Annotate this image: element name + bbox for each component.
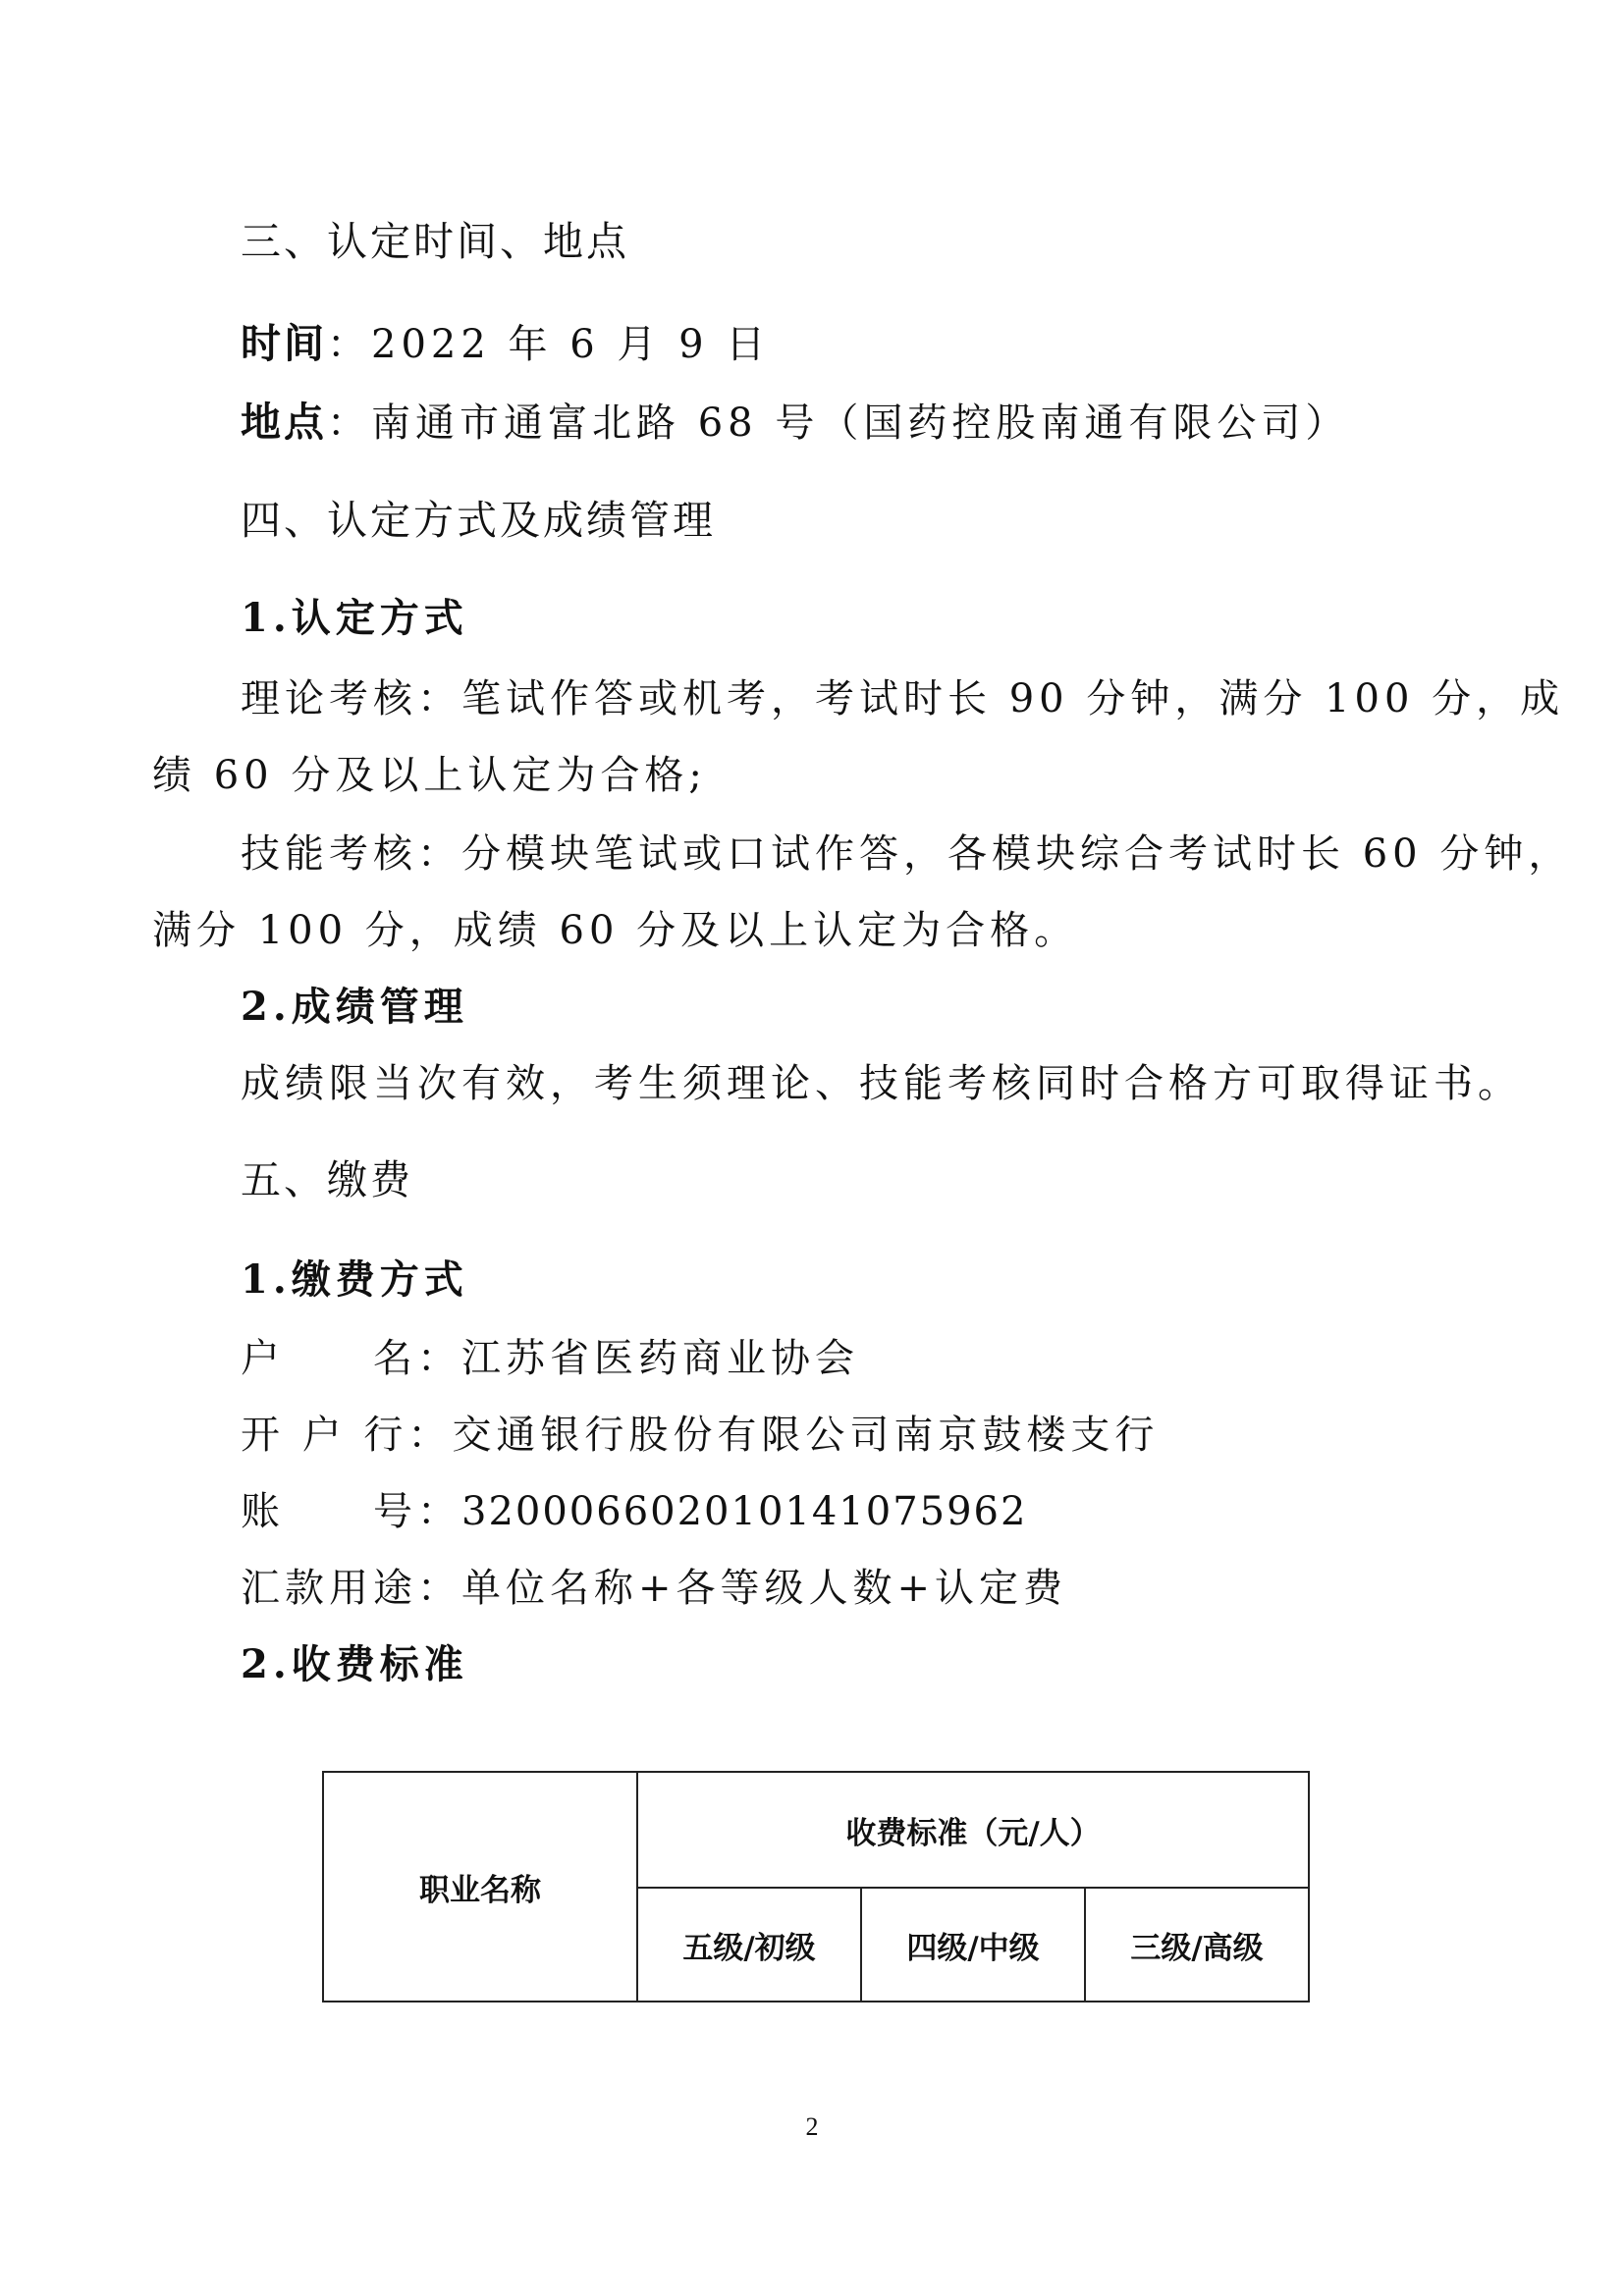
label-colon: ： — [327, 322, 371, 367]
section-3-heading: 三、认定时间、地点 — [241, 218, 629, 265]
exam-time-value: 2022 年 6 月 9 日 — [371, 322, 771, 367]
label-colon: ： — [327, 400, 371, 446]
section-4-2-heading: 2.成绩管理 — [241, 984, 468, 1030]
section-4-heading: 四、认定方式及成绩管理 — [241, 497, 716, 544]
section-5-heading: 五、缴费 — [241, 1156, 413, 1203]
account-number-line — [241, 1488, 1027, 1535]
level-3-header-cell: 三级/高级 — [1085, 1888, 1309, 2002]
account-name-label: 户 名： — [241, 1336, 461, 1381]
theory-exam-line-2: 绩 60 分及以上认定为合格; — [152, 753, 707, 798]
account-name-line — [241, 1335, 859, 1382]
bank-label: 开 户 行： — [241, 1413, 453, 1458]
exam-place-line — [241, 399, 1349, 447]
remittance-purpose-value: 单位名称+各等级人数+认定费 — [461, 1566, 1068, 1611]
section-5-1-heading: 1.缴费方式 — [241, 1256, 468, 1303]
level-5-header-cell: 五级/初级 — [637, 1888, 861, 2002]
theory-exam-line-1: 理论考核：笔试作答或机考，考试时长 90 分钟，满分 100 分，成 — [241, 676, 1565, 721]
score-management-text: 成绩限当次有效，考生须理论、技能考核同时合格方可取得证书。 — [241, 1061, 1522, 1106]
account-number-label: 账 号： — [241, 1489, 461, 1534]
exam-time-line — [241, 320, 770, 368]
remittance-purpose-line — [241, 1565, 1067, 1612]
remittance-purpose-label: 汇款用途： — [241, 1566, 461, 1611]
exam-time-label: 时间 — [241, 320, 327, 367]
page-number: 2 — [805, 2112, 819, 2141]
account-name-value: 江苏省医药商业协会 — [461, 1336, 859, 1381]
section-4-1-heading: 1.认定方式 — [241, 595, 468, 641]
exam-place-value: 南通市通富北路 68 号（国药控股南通有限公司） — [371, 400, 1350, 446]
skill-exam-line-2: 满分 100 分，成绩 60 分及以上认定为合格。 — [152, 908, 1079, 953]
occupation-header-cell: 职业名称 — [323, 1772, 637, 2002]
table-row — [323, 1772, 1309, 1888]
fee-standard-table — [322, 1771, 1310, 2002]
bank-value: 交通银行股份有限公司南京鼓楼支行 — [452, 1413, 1160, 1458]
exam-place-label: 地点 — [241, 399, 327, 446]
account-number-value: 320006602010141075962 — [461, 1489, 1028, 1534]
bank-line — [241, 1412, 1159, 1459]
section-5-2-heading: 2.收费标准 — [241, 1641, 468, 1687]
level-4-header-cell: 四级/中级 — [861, 1888, 1085, 2002]
fee-header-cell: 收费标准（元/人） — [637, 1772, 1309, 1888]
skill-exam-line-1: 技能考核：分模块笔试或口试作答，各模块综合考试时长 60 分钟， — [241, 831, 1573, 877]
